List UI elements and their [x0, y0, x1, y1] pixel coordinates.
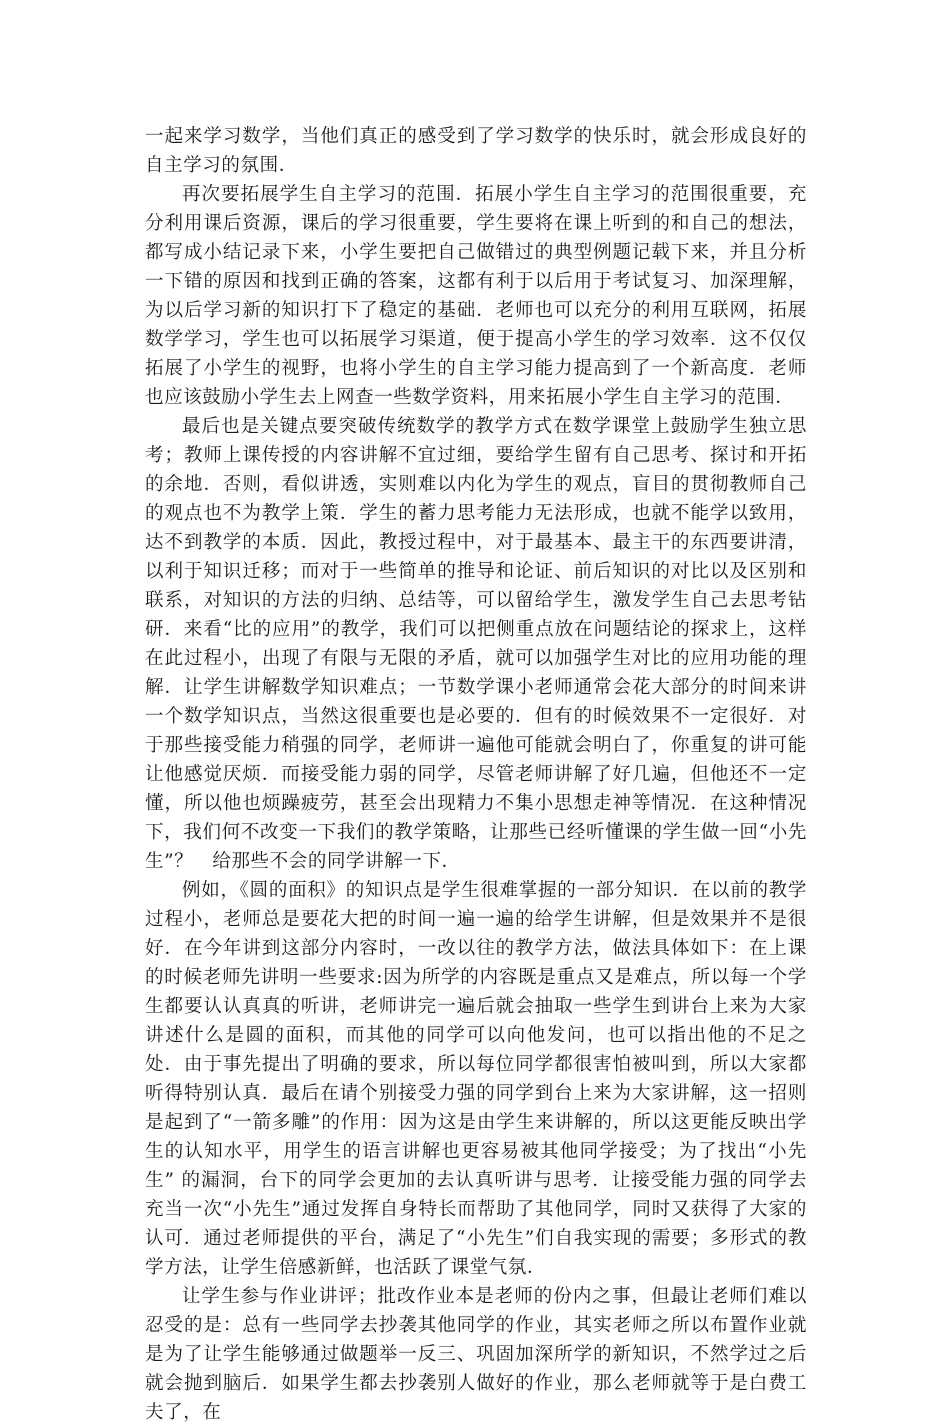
paragraph: 一起来学习数学，当他们真正的感受到了学习数学的快乐时，就会形成良好的自主学习的氛围． — [145, 126, 807, 176]
paragraph: 让学生参与作业讲评；批改作业本是老师的份内之事，但最让老师们难以忍受的是：总有一些同学去抄袭其他同学的作业，其实老师之所以布置作业就是为了让学生能够通过做题举一反三、巩固加深所学的新知识，不然学过之后就会抛到脑后．如果学生都去抄袭别人做好的作业，那么老师就等于是白费工夫了，在 — [145, 1286, 807, 1423]
paragraph: 例如，《圆的面积》的知识点是学生很难掌握的一部分知识．在以前的教学过程小，老师总是要花大把的时间一遍一遍的给学生讲解，但是效果并不是很好．在今年讲到这部分内容时，一改以往的教学方法，做法具体如下：在上课的时候老师先讲明一些要求:因为所学的内容既是重点又是难点，所以每一个学生都要认认真真的听讲，老师讲完一遍后就会抽取一些学生到讲台上来为大家讲述什么是圆的面积，而其他的同学可以向他发问，也可以指出他的不足之处．由于事先提出了明确的要求，所以每位同学都很害怕被叫到，所以大家都听得特别认真．最后在请个别接受力强的同学到台上来为大家讲解，这一招则是起到了“一箭多雕”的作用：因为这是由学生来讲解的，所以这更能反映出学生的认知水平，用学生的语言讲解也更容易被其他同学接受；为了找出“小先生” 的漏洞，台下的同学会更加的去认真听讲与思考．让接受能力强的同学去充当一次“小先生”通过发挥自身特长而帮助了其他同学，同时又获得了大家的认可．通过老师提供的平台，满足了“小先生”们自我实现的需要；多形式的教学方法，让学生倍感新鲜，也活跃了课堂气氛． — [145, 880, 807, 1278]
paragraph: 再次要拓展学生自主学习的范围．拓展小学生自主学习的范围很重要，充分利用课后资源，课后的学习很重要，学生要将在课上听到的和自己的想法，都写成小结记录下来，小学生要把自己做错过的典型例题记载下来，并且分析一下错的原因和找到正确的答案，这都有利于以后用于考试复习、加深理解，为以后学习新的知识打下了稳定的基础．老师也可以充分的利用互联网，拓展数学学习，学生也可以拓展学习渠道，便于提高小学生的学习效率．这不仅仅拓展了小学生的视野，也将小学生的自主学习能力提高到了一个新高度．老师也应该鼓励小学生去上网查一些数学资料，用来拓展小学生自主学习的范围． — [145, 184, 807, 408]
body-text — [145, 122, 807, 1427]
paragraph: 最后也是关键点要突破传统数学的教学方式在数学课堂上鼓励学生独立思考；教师上课传授的内容讲解不宜过细，要给学生留有自己思考、探讨和开拓的余地．否则，看似讲透，实则难以内化为学生的观点，盲目的贯彻教师自己的观点也不为教学上策．学生的蓄力思考能力无法形成，也就不能学以致用，达不到教学的本质．因此，教授过程中，对于最基本、最主干的东西要讲清，以利于知识迁移；而对于一些简单的推导和论证、前后知识的对比以及区别和联系，对知识的方法的归纳、总结等，可以留给学生，激发学生自己去思考钻研．来看“比的应用”的教学，我们可以把侧重点放在问题结论的探求上，这样在此过程小，出现了有限与无限的矛盾，就可以加强学生对比的应用功能的理解．让学生讲解数学知识难点；一节数学课小老师通常会花大部分的时间来讲一个数学知识点，当然这很重要也是必要的．但有的时候效果不一定很好．对于那些接受能力稍强的同学，老师讲一遍他可能就会明白了，你重复的讲可能让他感觉厌烦．而接受能力弱的同学，尽管老师讲解了好几遍，但他还不一定懂，所以他也烦躁疲劳，甚至会出现精力不集小思想走神等情况．在这种情况下，我们何不改变一下我们的教学策略，让那些已经听懂课的学生做一回“小先生”？ 给那些不会的同学讲解一下． — [145, 416, 807, 872]
